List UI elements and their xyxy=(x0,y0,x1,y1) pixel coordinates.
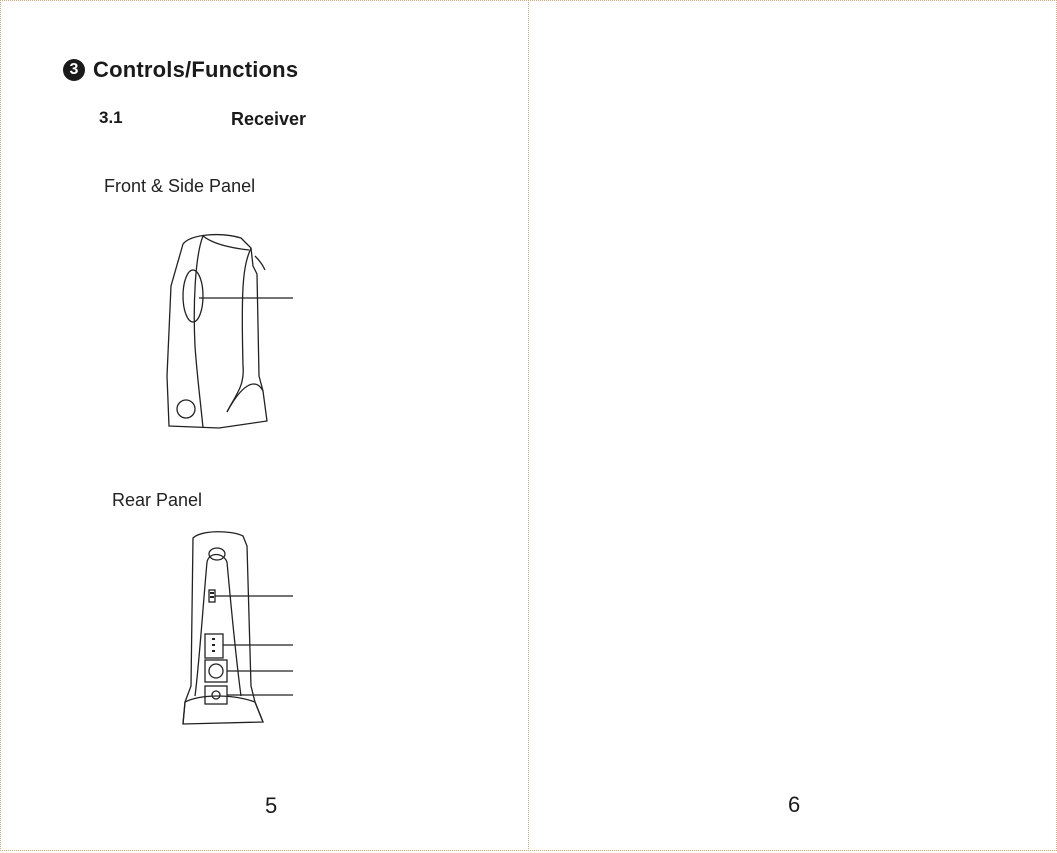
section-title: Controls/Functions xyxy=(93,57,299,82)
front-window xyxy=(183,270,203,322)
switch-dot-2 xyxy=(210,596,214,598)
dc-input-icon xyxy=(212,691,220,699)
top-bevel xyxy=(203,236,249,250)
page-number-right: 6 xyxy=(788,792,801,817)
receiver-front-side-drawing xyxy=(151,226,301,436)
back-edge xyxy=(255,256,265,270)
receiver-body-outline xyxy=(167,235,267,428)
rear-base xyxy=(183,696,263,724)
switch-dot-1 xyxy=(210,592,214,594)
subsection-title: Receiver xyxy=(231,109,307,129)
page-number-left: 5 xyxy=(265,793,278,818)
right-page xyxy=(528,0,1057,851)
rear-top-arch xyxy=(207,555,227,563)
subsection-number: 3.1 xyxy=(99,108,123,127)
dc-input-frame-icon xyxy=(205,686,227,704)
selector-dot-1 xyxy=(212,638,215,640)
side-curve xyxy=(227,248,251,412)
power-button-icon xyxy=(177,400,195,418)
front-side-panel-label: Front & Side Panel xyxy=(104,176,256,196)
audio-jack-icon xyxy=(209,664,223,678)
audio-jack-frame-icon xyxy=(205,660,227,682)
section-heading xyxy=(63,57,298,83)
receiver-rear-drawing xyxy=(171,526,301,736)
selector-dot-2 xyxy=(212,644,215,646)
selector-dot-3 xyxy=(212,650,215,652)
section-number-badge: 3 xyxy=(63,59,85,81)
rear-panel-label: Rear Panel xyxy=(112,490,203,510)
front-face-divider xyxy=(194,236,203,428)
left-page xyxy=(0,0,529,851)
side-base-curve xyxy=(227,384,263,412)
rear-inner-right xyxy=(227,562,241,696)
